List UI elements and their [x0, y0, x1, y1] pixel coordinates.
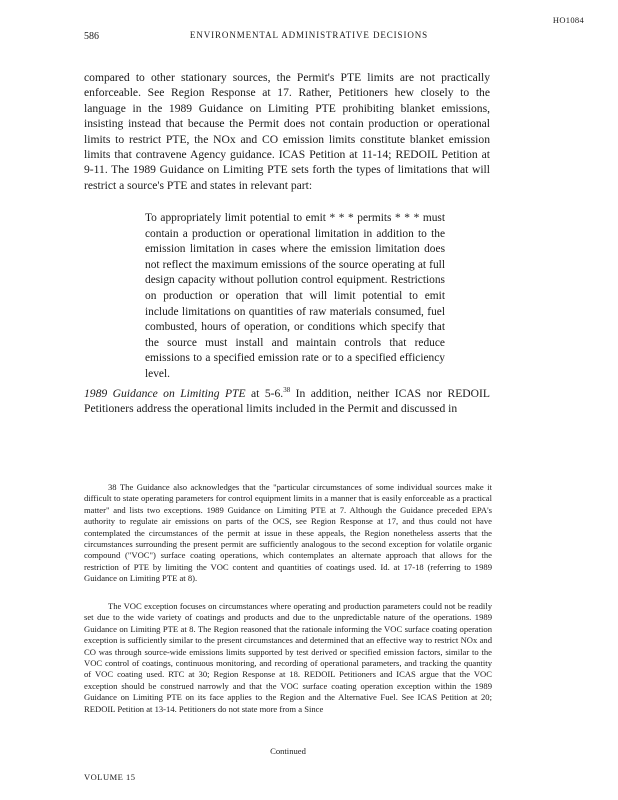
body-paragraph-1: compared to other stationary sources, the Permit's PTE limits are not practically enforceable. See Region Response at 17. Rather, Petitioners hew closely to the language in the 1989 Guidance on Limiting PTE prohibiting blanket emissions, insisting instead that because the Permit does not contain production or operational limits to restrict PTE, the NOx and CO emission limits constitute blanket emission limits that contravene Agency guidance. ICAS Petition at 11-14; REDOIL Petition at 9-11. The 1989 Guidance on Limiting PTE sets forth the types of limitations that will restrict a source's PTE and states in relevant part:: [84, 71, 490, 192]
paragraph-2-text: In addition, neither ICAS nor REDOIL Petitioners address the operational limits included in the Permit and discussed in: [84, 386, 490, 416]
footnote-ref-38: 38: [283, 386, 291, 394]
volume-footer: VOLUME 15: [84, 772, 136, 782]
running-head: ENVIRONMENTAL ADMINISTRATIVE DECISIONS: [189, 30, 429, 40]
body-paragraph-2: [84, 383, 490, 417]
page-number: 586: [84, 31, 99, 42]
citation-pin: at 5-6.: [245, 386, 284, 400]
footnote-38-continued: The VOC exception focuses on circumstances where operating and production parameters could not be readily set due to the wide variety of coatings and products and due to the unpredictable nature of the operations. 1989 Guidance on Limiting PTE at 8. The Region reasoned that the rationale informing the VOC surface coating operation exception is sufficiently similar to the present circumstances and determined that an effective way to restrict NOx and CO was through source-wide emissions limits supported by test derived or specified emission factors, similar to the VOC control of coatings, continuous monitoring, and recording of operational parameters, and tracking the quantity of VOC coating used. RTC at 30; Region Response at 18. REDOIL Petitioners and ICAS argue that the VOC exception should be construed narrowly and that the VOC surface coating operation exception within the 1989 Guidance on Limiting PTE on its face applies to the Region and the Alternative Fuel. See ICAS Petition at 20; REDOIL Petition at 13-14. Petitioners do not state more from a Since: [84, 601, 492, 714]
block-quote: To appropriately limit potential to emit * * * permits * * * must contain a production or operational limitation in addition to the emission limitation in cases where the emission limitation does not reflect the maximum emissions of the source operating at full design capacity without pollution control equipment. Restrictions on production or operation that will limit potential to emit include limitations on quantities of raw materials consumed, fuel combusted, hours of operation, or conditions which specify that the source must install and maintain controls that reduce emissions to a specified emission rate or to a specified efficiency level.: [145, 212, 445, 380]
footnote-38: 38 The Guidance also acknowledges that the "particular circumstances of some individual sources make it difficult to state operating parameters for control equipment limits in a manner that is easily enforceable as a practical matter" and lists two exceptions. 1989 Guidance on Limiting PTE at 7. Although the Guidance preceded EPA's authority to regulate air emissions on parts of the OCS, see Region Response at 17, and thus could not have contemplated the circumstances of the permit at issue in these appeals, the Region nonetheless asserts that the circumstances surrounding the present permit are sufficiently analogous to the second exception for volatile organic compound ("VOC") surface coating operations, which contemplates an alternate approach that allows for the restriction of PTE by limiting the VOC content and quantities of coatings used. Id. at 17-18 (referring to 1989 Guidance on Limiting PTE at 8).: [84, 482, 492, 584]
continued-marker: Continued: [270, 746, 306, 756]
citation-title: 1989 Guidance on Limiting PTE: [84, 386, 246, 400]
document-id: HO1084: [552, 15, 584, 25]
